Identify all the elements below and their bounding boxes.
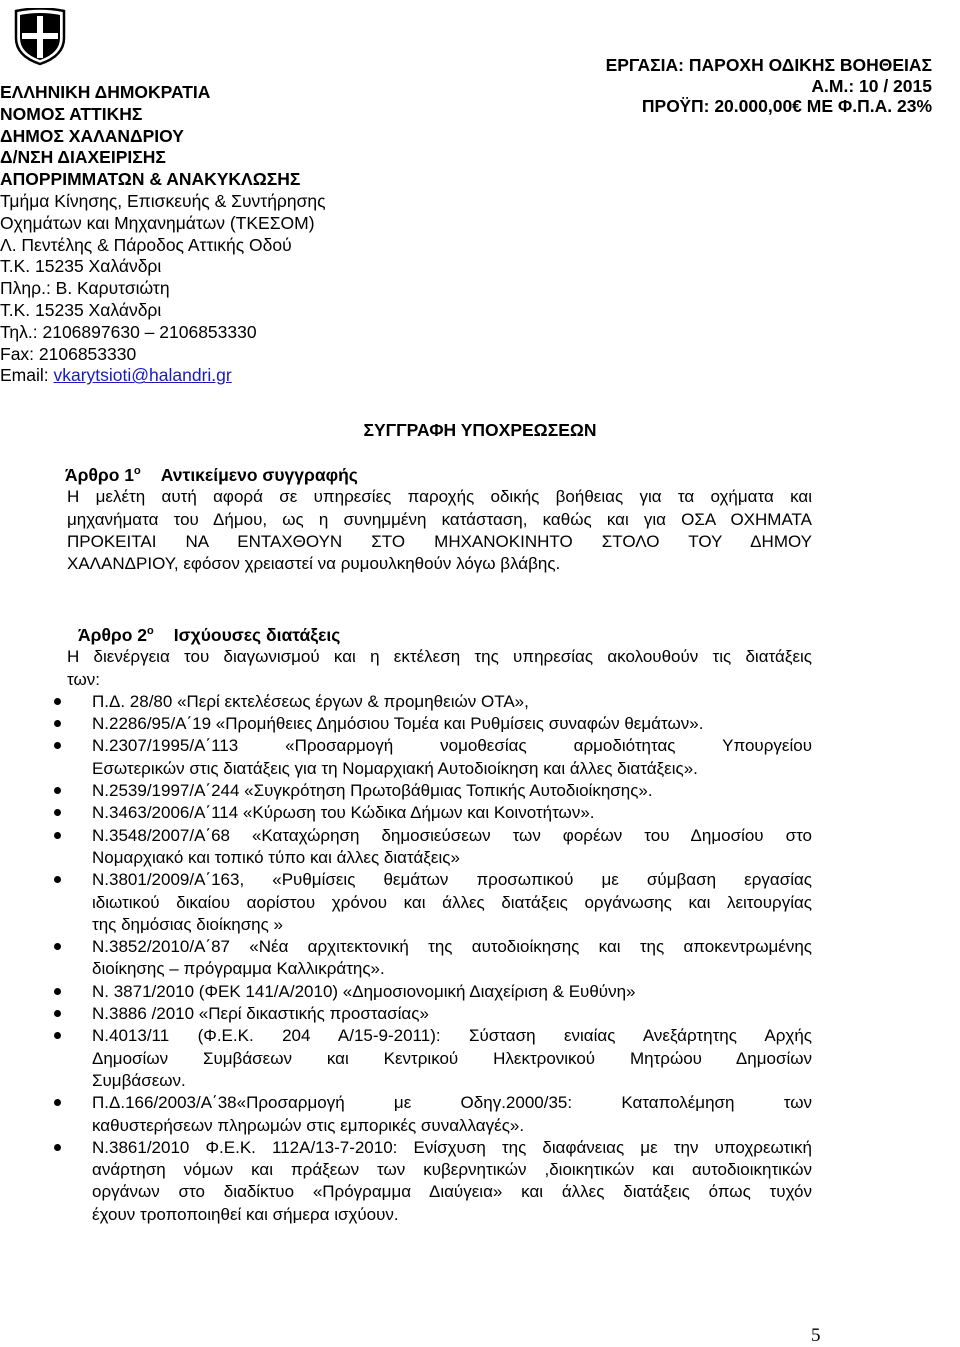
legal-provision-line: Ν.2286/95/Α΄19 «Προμήθειες Δημόσιου Τομέα και Ρυθμίσεις συναφών θεμάτων».: [92, 714, 704, 734]
legal-provisions-list: [67, 691, 812, 1226]
legal-provision-line: οργάνων στο διαδίκτυο «Πρόγραμμα Διαύγεια» και άλλες διατάξεις όπως τυχόν: [92, 1182, 812, 1202]
article-2-intro-line: Η διενέργεια του διαγωνισμού και η εκτέλεση της υπηρεσίας ακολουθούν τις διατάξεις: [67, 647, 812, 667]
legal-provision-item: [67, 713, 812, 735]
legal-provision-item: [67, 825, 812, 870]
postal-code-line-2: Τ.Κ. 15235 Χαλάνδρι: [0, 299, 162, 320]
article-2: [67, 620, 812, 1226]
legal-provision-line: Συμβάσεων.: [92, 1070, 186, 1090]
legal-provision-item: [67, 691, 812, 713]
greek-emblem-logo: [10, 8, 70, 66]
email-label: Email:: [0, 365, 54, 386]
legal-provision-line: Π.Δ.166/2003/Α΄38«Προσαρμογή με Οδηγ.2000/35: Καταπολέμηση των: [92, 1093, 812, 1113]
legal-provision-item: [67, 735, 812, 780]
legal-provision-line: Π.Δ. 28/80 «Περί εκτελέσεως έργων & προμηθειών ΟΤΑ»,: [92, 691, 529, 711]
sender-block: [0, 82, 470, 387]
legal-provision-line: Ν. 3871/2010 (ΦΕΚ 141/Α/2010) «Δημοσιονομική Διαχείριση & Ευθύνη»: [92, 981, 636, 1001]
article-1-heading: [65, 460, 812, 486]
legal-provision-item: [67, 981, 812, 1003]
article-2-ordinal: ο: [147, 625, 154, 637]
legal-provision-item: [67, 1137, 812, 1226]
project-number: Α.Μ.: 10 / 2015: [811, 75, 932, 96]
article-2-label: Άρθρο 2: [78, 625, 148, 645]
legal-provision-line: Ν.3852/2010/Α΄87 «Νέα αρχιτεκτονική της αυτοδιοίκησης και της αποκεντρωμένης: [92, 937, 812, 957]
article-1-line: μηχανήματα του Δήμου, ως η συνημμένη κατάσταση, καθώς και για ΟΣΑ ΟΧΗΜΑΤΑ: [67, 509, 812, 529]
legal-provision-line: Ν.3463/2006/Α΄114 «Κύρωση του Κώδικα Δήμων και Κοινοτήτων».: [92, 803, 595, 823]
legal-provision-line: Νομαρχιακό και τοπικό τύπο και άλλες διατάξεις»: [92, 847, 460, 867]
legal-provision-item: [67, 802, 812, 824]
legal-provision-line: καθυστερήσεων πληρωμών στις εμπορικές συναλλαγές».: [92, 1115, 525, 1135]
legal-provision-item: [67, 1003, 812, 1025]
address-line: Λ. Πεντέλης & Πάροδος Αττικής Οδού: [0, 234, 292, 255]
legal-provision-line: διοίκησης – πρόγραμμα Καλλικράτης».: [92, 959, 385, 979]
legal-provision-line: Εσωτερικών στις διατάξεις για τη Νομαρχιακή Αυτοδιοίκηση και άλλες διατάξεις».: [92, 758, 698, 778]
article-1-ordinal: ο: [134, 465, 141, 477]
article-2-intro-line: των:: [67, 669, 100, 689]
country-name: ΕΛΛΗΝΙΚΗ ΔΗΜΟΚΡΑΤΙΑ: [0, 82, 211, 102]
article-1-title: Αντικείμενο συγγραφής: [160, 465, 358, 485]
municipality-name: ΔΗΜΟΣ ΧΑΛΑΝΔΡΙΟΥ: [0, 125, 184, 146]
legal-provision-item: [67, 780, 812, 802]
department-line-1: Τμήμα Κίνησης, Επισκευής & Συντήρησης: [0, 190, 326, 211]
legal-provision-line: Ν.3548/2007/Α΄68 «Καταχώρηση δημοσιεύσεων των φορέων του Δημοσίου στο: [92, 825, 812, 845]
legal-provision-line: Ν.3886 /2010 «Περί δικαστικής προστασίας»: [92, 1004, 429, 1024]
legal-provision-line: Ν.2539/1997/Α΄244 «Συγκρότηση Πρωτοβάθμιας Τοπικής Αυτοδιοίκησης».: [92, 781, 653, 801]
article-1-line: Η μελέτη αυτή αφορά σε υπηρεσίες παροχής οδικής βοήθειας για τα οχήματα και: [67, 487, 812, 507]
document-title: ΣΥΓΓΡΑΦΗ ΥΠΟΧΡΕΩΣΕΩΝ: [363, 420, 597, 440]
email-line: [0, 365, 470, 387]
article-2-title: Ισχύουσες διατάξεις: [173, 625, 341, 645]
legal-provision-item: [67, 1092, 812, 1137]
email-link[interactable]: vkarytsioti@halandri.gr: [53, 365, 232, 386]
project-block: [606, 55, 932, 117]
legal-provision-line: Ν.3801/2009/Α΄163, «Ρυθμίσεις θεμάτων προσωπικού με σύμβαση εργασίας: [92, 870, 812, 890]
article-1-line: ΧΑΛΑΝΔΡΙΟΥ, εφόσον χρειαστεί να ρυμουλκηθούν λόγω βλάβης.: [67, 554, 561, 574]
legal-provision-line: Ν.4013/11 (Φ.Ε.Κ. 204 Α/15-9-2011): Σύσταση ενιαίας Ανεξάρτητης Αρχής: [92, 1026, 812, 1046]
legal-provision-item: [67, 936, 812, 981]
legal-provision-item: [67, 869, 812, 936]
project-title: ΕΡΓΑΣΙΑ: ΠΑΡΟΧΗ ΟΔΙΚΗΣ ΒΟΗΘΕΙΑΣ: [605, 55, 932, 75]
legal-provision-line: ιδιωτικού δικαίου αορίστου χρόνου και άλλες διατάξεις οργάνωσης και λειτουργίας: [92, 892, 812, 912]
directorate-line-2: ΑΠΟΡΡΙΜΜΑΤΩΝ & ΑΝΑΚΥΚΛΩΣΗΣ: [0, 169, 301, 190]
legal-provision-line: της δημόσιας διοίκησης »: [92, 914, 284, 934]
legal-provision-line: ανάρτηση νόμων και πράξεων των κυβερνητικών ,διοικητικών και αυτοδιοικητικών: [92, 1160, 812, 1180]
page-number: 5: [811, 1325, 821, 1346]
project-budget: ΠΡΟΫΠ: 20.000,00€ ΜΕ Φ.Π.Α. 23%: [641, 96, 932, 116]
directorate-line-1: Δ/ΝΣΗ ΔΙΑΧΕΙΡΙΣΗΣ: [0, 147, 166, 168]
legal-provision-line: Δημοσίων Συμβάσεων και Κεντρικού Ηλεκτρονικού Μητρώου Δημοσίων: [92, 1048, 812, 1068]
article-1: [67, 460, 812, 575]
legal-provision-line: Ν.2307/1995/Α΄113 «Προσαρμογή νομοθεσίας αρμοδιότητας Υπουργείου: [92, 736, 812, 756]
department-line-2: Οχημάτων και Μηχανημάτων (ΤΚΕΣΟΜ): [0, 212, 315, 233]
fax-line: Fax: 2106853330: [0, 343, 137, 364]
article-2-heading: [78, 620, 812, 646]
contact-person: Πληρ.: Β. Καρυτσιώτη: [0, 278, 170, 299]
legal-provision-item: [67, 1025, 812, 1092]
prefecture-name: ΝΟΜΟΣ ΑΤΤΙΚΗΣ: [0, 103, 143, 124]
postal-code-line: Τ.Κ. 15235 Χαλάνδρι: [0, 256, 162, 277]
phone-line: Τηλ.: 2106897630 – 2106853330: [0, 321, 257, 342]
article-1-line: ΠΡΟΚΕΙΤΑΙ ΝΑ ΕΝΤΑΧΘΟΥΝ ΣΤΟ ΜΗΧΑΝΟΚΙΝΗΤΟ ΣΤΟΛΟ ΤΟΥ ΔΗΜΟΥ: [67, 531, 812, 551]
article-1-label: Άρθρο 1: [65, 465, 135, 485]
legal-provision-line: Ν.3861/2010 Φ.Ε.Κ. 112Α/13-7-2010: Ενίσχυση της διαφάνειας με την υποχρεωτική: [92, 1137, 812, 1157]
legal-provision-line: έχουν τροποποιηθεί και σήμερα ισχύουν.: [92, 1204, 399, 1224]
